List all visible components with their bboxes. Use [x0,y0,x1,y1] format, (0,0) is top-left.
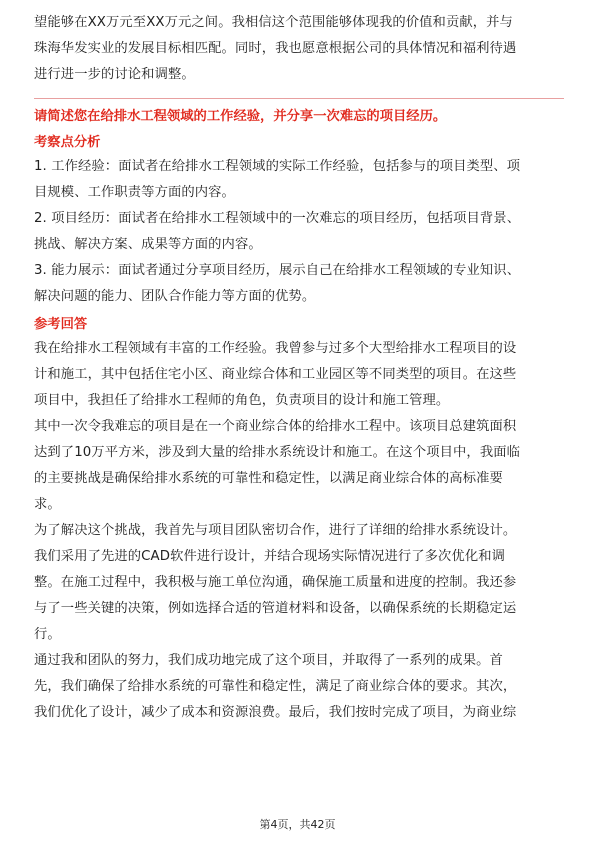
analysis-line: 挑战、解决方案、成果等方面的内容。 [34,237,262,252]
page-number-footer: 第4页，共42页 [259,818,336,831]
section-divider [34,98,564,99]
intro-line: 珠海华发实业的发展目标相匹配。同时，我也愿意根据公司的具体情况和福利待遇 [34,41,517,56]
analysis-line: 目规模、工作职责等方面的内容。 [34,185,235,200]
answer-line: 的主要挑战是确保给排水系统的可靠性和稳定性，以满足商业综合体的高标准要 [34,471,503,486]
answer-line: 其中一次令我难忘的项目是在一个商业综合体的给排水工程中。该项目总建筑面积 [34,419,517,434]
analysis-line: 1. 工作经验：面试者在给排水工程领域的实际工作经验，包括参与的项目类型、项 [34,159,521,174]
answer-line: 整。在施工过程中，我积极与施工单位沟通，确保施工质量和进度的控制。我还参 [34,575,517,590]
intro-line: 望能够在XX万元至XX万元之间。我相信这个范围能够体现我的价值和贡献，并与 [34,15,513,30]
analysis-line: 3. 能力展示：面试者通过分享项目经历，展示自己在给排水工程领域的专业知识、 [34,263,521,278]
answer-line: 求。 [34,497,61,512]
answer-line: 计和施工，其中包括住宅小区、商业综合体和工业园区等不同类型的项目。在这些 [34,367,517,382]
answer-line: 我们优化了设计，减少了成本和资源浪费。最后，我们按时完成了项目，为商业综 [34,705,517,720]
answer-line: 为了解决这个挑战，我首先与项目团队密切合作，进行了详细的给排水系统设计。 [34,523,517,538]
analysis-heading: 考察点分析 [34,135,101,150]
answer-line: 达到了10万平方米，涉及到大量的给排水系统设计和施工。在这个项目中，我面临 [34,445,521,460]
answer-heading: 参考回答 [34,317,88,332]
answer-line: 先，我们确保了给排水系统的可靠性和稳定性，满足了商业综合体的要求。其次， [34,679,517,694]
answer-line: 通过我和团队的努力，我们成功地完成了这个项目，并取得了一系列的成果。首 [34,653,503,668]
answer-line: 行。 [34,627,61,642]
analysis-list [34,154,564,310]
answer-body [34,336,564,726]
analysis-line: 2. 项目经历：面试者在给排水工程领域中的一次难忘的项目经历，包括项目背景、 [34,211,521,226]
interview-question: 请简述您在给排水工程领域的工作经验，并分享一次难忘的项目经历。 [34,109,447,124]
answer-line: 我在给排水工程领域有丰富的工作经验。我曾参与过多个大型给排水工程项目的设 [34,341,517,356]
intro-paragraph [34,10,564,88]
answer-line: 项目中，我担任了给排水工程师的角色，负责项目的设计和施工管理。 [34,393,450,408]
answer-line: 与了一些关键的决策，例如选择合适的管道材料和设备，以确保系统的长期稳定运 [34,601,517,616]
analysis-line: 解决问题的能力、团队合作能力等方面的优势。 [34,289,316,304]
answer-line: 我们采用了先进的CAD软件进行设计，并结合现场实际情况进行了多次优化和调 [34,549,506,564]
intro-line: 进行进一步的讨论和调整。 [34,67,195,82]
document-page [34,10,564,726]
